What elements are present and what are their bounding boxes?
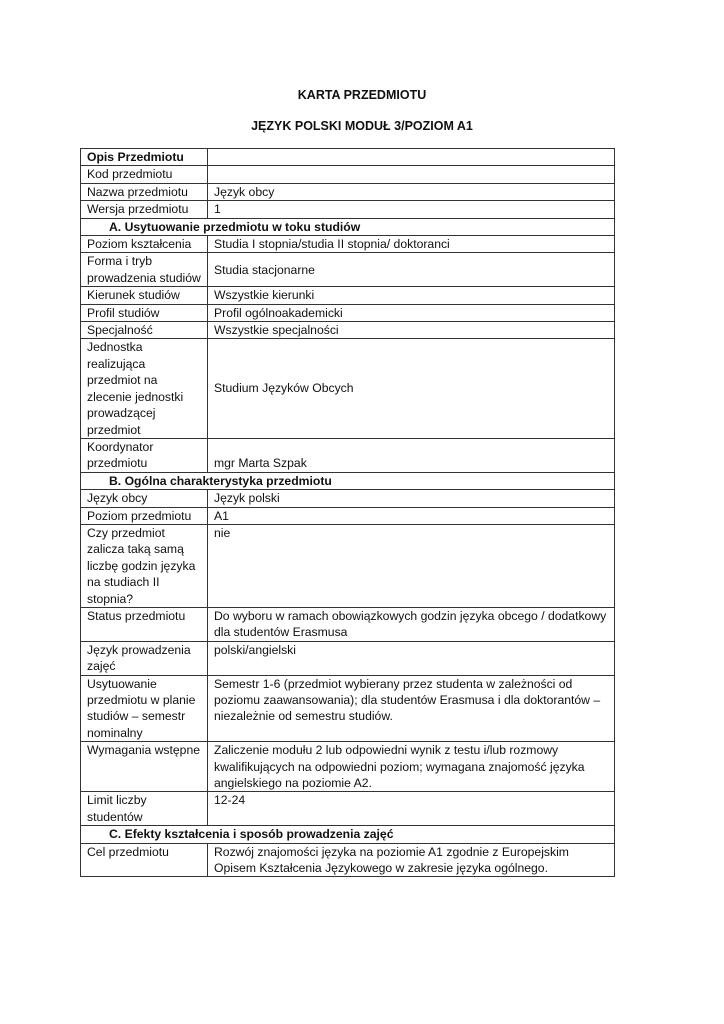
table-heading-row bbox=[81, 149, 615, 166]
row-value: Studium Języków Obcych bbox=[208, 339, 615, 438]
table-row bbox=[81, 287, 615, 304]
section-a-title: A. Usytuowanie przedmiotu w toku studiów bbox=[81, 218, 615, 235]
table-row bbox=[81, 490, 615, 507]
row-value: Język polski bbox=[208, 490, 615, 507]
section-header-row bbox=[81, 472, 615, 489]
row-label: Status przedmiotu bbox=[81, 607, 208, 641]
row-value: Studia I stopnia/studia II stopnia/ doktoranci bbox=[208, 236, 615, 253]
row-label: Forma i tryb prowadzenia studiów bbox=[81, 253, 208, 287]
table-row bbox=[81, 339, 615, 438]
table-row bbox=[81, 236, 615, 253]
row-label: Usytuowanie przedmiotu w planie studiów – semestr nominalny bbox=[81, 675, 208, 742]
section-header-row bbox=[81, 218, 615, 235]
row-label: Kod przedmiotu bbox=[81, 166, 208, 183]
row-label: Wersja przedmiotu bbox=[81, 201, 208, 218]
row-value: A1 bbox=[208, 507, 615, 524]
row-value: 1 bbox=[208, 201, 615, 218]
table-row bbox=[81, 304, 615, 321]
row-value: 12-24 bbox=[208, 792, 615, 826]
row-label: Poziom kształcenia bbox=[81, 236, 208, 253]
row-value: Wszystkie specjalności bbox=[208, 322, 615, 339]
row-value: Studia stacjonarne bbox=[208, 253, 615, 287]
section-header-row bbox=[81, 826, 615, 843]
row-label: Język prowadzenia zajęć bbox=[81, 641, 208, 675]
row-value: Semestr 1-6 (przedmiot wybierany przez studenta w zależności od poziomu zaawansowania); dla studentów Erasmusa i dla doktorantów – niezależnie od semestru studiów. bbox=[208, 675, 615, 742]
row-label: Specjalność bbox=[81, 322, 208, 339]
table-row bbox=[81, 166, 615, 183]
table-heading: Opis Przedmiotu bbox=[81, 149, 208, 166]
row-value: Zaliczenie modułu 2 lub odpowiedni wynik z testu i/lub rozmowy kwalifikujących na odpowiedni poziom; wymagana znajomość języka angielskiego na poziomie A2. bbox=[208, 742, 615, 792]
table-row bbox=[81, 607, 615, 641]
table-row bbox=[81, 253, 615, 287]
table-row bbox=[81, 742, 615, 792]
row-label: Nazwa przedmiotu bbox=[81, 183, 208, 200]
row-label: Cel przedmiotu bbox=[81, 843, 208, 877]
table-row bbox=[81, 201, 615, 218]
row-label: Język obcy bbox=[81, 490, 208, 507]
row-label: Czy przedmiot zalicza taką samą liczbę godzin języka na studiach II stopnia? bbox=[81, 524, 208, 607]
row-value: nie bbox=[208, 524, 615, 607]
row-value: mgr Marta Szpak bbox=[208, 438, 615, 472]
row-label: Koordynator przedmiotu bbox=[81, 438, 208, 472]
row-value: Do wyboru w ramach obowiązkowych godzin języka obcego / dodatkowy dla studentów Erasmusa bbox=[208, 607, 615, 641]
section-b-title: B. Ogólna charakterystyka przedmiotu bbox=[81, 472, 615, 489]
row-label: Profil studiów bbox=[81, 304, 208, 321]
row-label: Kierunek studiów bbox=[81, 287, 208, 304]
table-row bbox=[81, 641, 615, 675]
course-card-table bbox=[80, 148, 615, 877]
table-row bbox=[81, 183, 615, 200]
row-value: Wszystkie kierunki bbox=[208, 287, 615, 304]
table-row bbox=[81, 843, 615, 877]
table-row bbox=[81, 792, 615, 826]
row-value: Język obcy bbox=[208, 183, 615, 200]
table-row bbox=[81, 322, 615, 339]
table-row bbox=[81, 507, 615, 524]
table-row bbox=[81, 675, 615, 742]
row-label: Jednostka realizująca przedmiot na zlecenie jednostki prowadzącej przedmiot bbox=[81, 339, 208, 438]
row-value: polski/angielski bbox=[208, 641, 615, 675]
table-heading-empty bbox=[208, 149, 615, 166]
document-subtitle: JĘZYK POLSKI MODUŁ 3/POZIOM A1 bbox=[251, 119, 473, 133]
table-row bbox=[81, 524, 615, 607]
row-label: Wymagania wstępne bbox=[81, 742, 208, 792]
table-row bbox=[81, 438, 615, 472]
row-value bbox=[208, 166, 615, 183]
section-c-title: C. Efekty kształcenia i sposób prowadzenia zajęć bbox=[81, 826, 615, 843]
row-label: Limit liczby studentów bbox=[81, 792, 208, 826]
row-value: Profil ogólnoakademicki bbox=[208, 304, 615, 321]
document-title: KARTA PRZEDMIOTU bbox=[297, 88, 427, 102]
row-label: Poziom przedmiotu bbox=[81, 507, 208, 524]
row-value: Rozwój znajomości języka na poziomie A1 zgodnie z Europejskim Opisem Kształcenia Językowego w zakresie języka ogólnego. bbox=[208, 843, 615, 877]
